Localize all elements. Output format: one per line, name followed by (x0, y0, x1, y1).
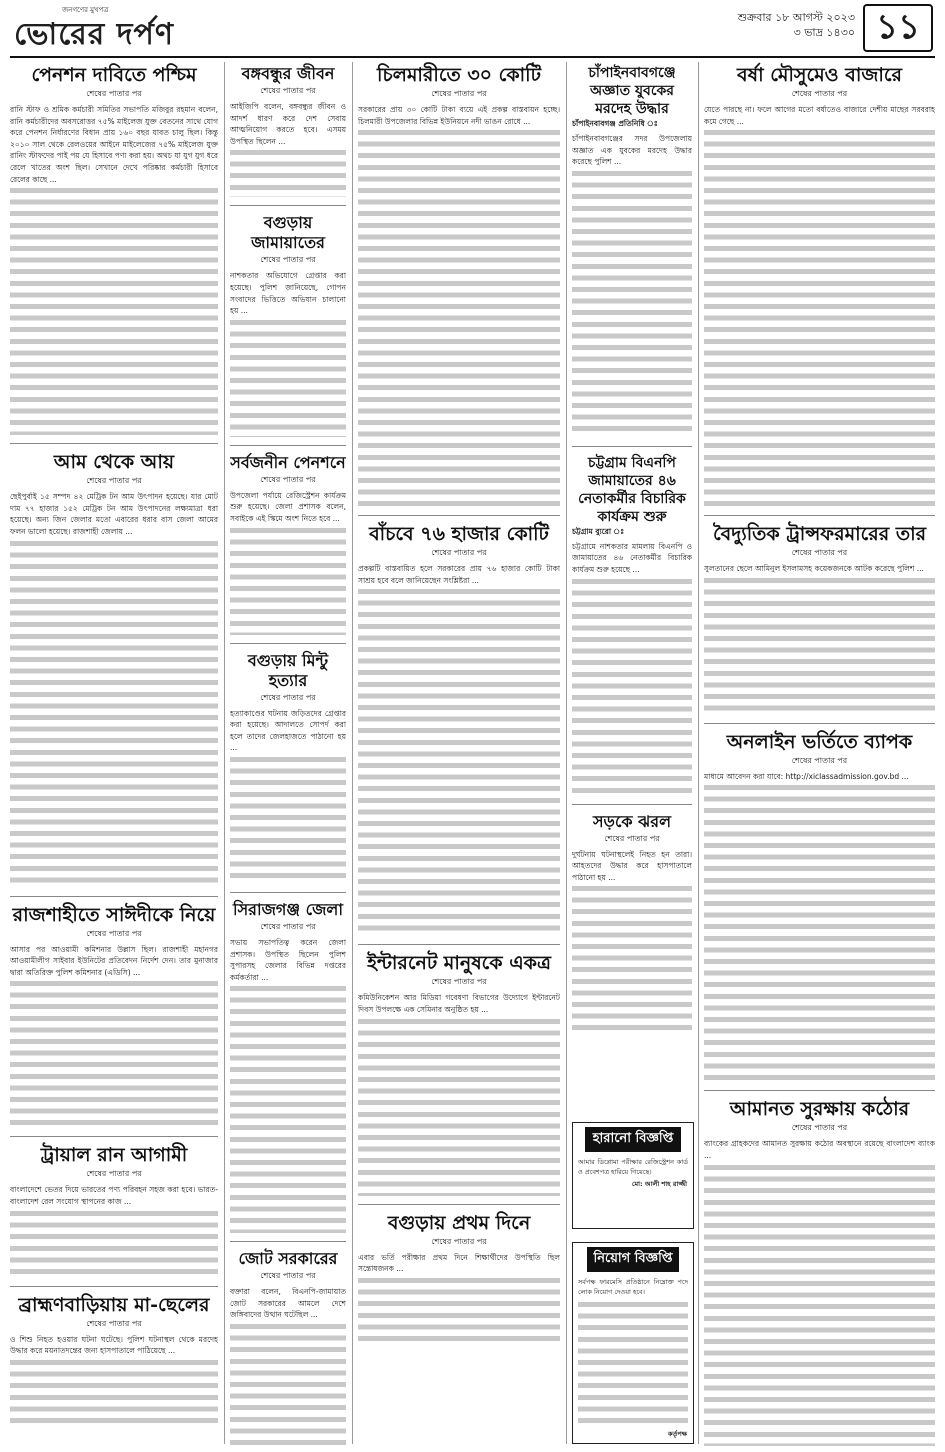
job-notice-title: নিয়োগ বিজ্ঞপ্তি (587, 1247, 679, 1272)
headline: চট্টগ্রাম বিএনপি জামায়াতের ৪৬ নেতাকর্মীর বিচারিক কার্যক্রম শুরু (578, 454, 686, 525)
story-chapai (572, 62, 692, 438)
story-lead: উপজেলা পর্যায়ে রেজিস্ট্রেশন কার্যক্রম শুরু হয়েছে। জেলা প্রশাসক বলেন, সবাইকে এই স্কিমে অংশ নিতে হবে ... (230, 490, 346, 523)
story-body-text (572, 576, 692, 796)
continued-label: শেষের পাতার পর (260, 255, 316, 265)
story-sirajganj (230, 898, 346, 1233)
continued-label: শেষের পাতার পর (431, 89, 487, 98)
story-lead: নাশকতার অভিযোগে গ্রেপ্তার করা হয়েছে। পুলিশ জানিয়েছে, গোপন সংবাদের ভিত্তিতে অভিযান চালানো হয় ... (230, 271, 346, 316)
headline: বর্ষা মৌসুমেও বাজারে (737, 64, 902, 86)
tagline: জনগণের মুখপত্র (62, 6, 109, 14)
continued-label: শেষের পাতার পর (260, 692, 316, 702)
story-bongobondhu (230, 62, 346, 197)
headline: চাঁপাইনবাবগঞ্জে অজ্ঞাত যুবকের মরদেহ উদ্ধার (588, 65, 676, 117)
divider (10, 443, 218, 444)
divider (572, 446, 692, 447)
column-divider (352, 62, 353, 1444)
story-lead: আসার পর আওয়ামী কমিশনার উল্লাস ছিল। রাজশাহী মহানগর আওয়ামীলীগ সাইবার ইউনিটের প্রতিবেদন নির্দেশ দেন। তার মুনাজার দ্বারা অতিরিক্ত পুলিশ কমিশনার (এডিসি) ... (10, 944, 218, 977)
story-body-text (10, 978, 218, 1128)
story-body-text (10, 185, 218, 435)
headline: পেনশন দাবিতে পশ্চিম (31, 64, 197, 86)
headline: জোট সরকারের (238, 1249, 338, 1269)
story-body-text (230, 754, 346, 884)
story-chilmari (358, 62, 560, 507)
divider (10, 1136, 218, 1137)
continued-label: শেষের পাতার পর (791, 755, 848, 765)
story-body-text (10, 538, 218, 888)
headline: ইন্টারনেট মানুষকে একত্র (367, 952, 551, 975)
story-body-text (230, 983, 346, 1233)
story-body-text (230, 525, 346, 635)
divider (704, 1090, 935, 1091)
story-lead: মাধ্যমে আবেদন করা যাবে: http://xiclassadmission.gov.bd ... (704, 771, 909, 781)
story-bogura-first (358, 1210, 560, 1345)
headline: বাঁচবে ৭৬ হাজার কোটি (369, 523, 549, 546)
divider (230, 205, 346, 206)
divider (230, 445, 346, 446)
date-bangla: ৩ ভাদ্র ১৪৩০ (793, 26, 855, 39)
story-brahmanbaria (10, 1292, 218, 1427)
byline: চট্টগ্রাম ব্যুরো ঃ (572, 526, 625, 536)
story-lead: দুর্ঘটনায় ঘটনাস্থলেই নিহত হন তারা। আহতদের উদ্ধার করে হাসপাতালে পাঠানো হয় ... (572, 849, 692, 882)
continued-label: শেষের পাতার পর (86, 1169, 142, 1179)
story-mintu (230, 649, 346, 884)
story-lead: সভায় সভাপতিত্ব করেন জেলা প্রশাসক। উপস্থিত ছিলেন পুলিশ সুপারসহ জেলার বিভিন্ন দপ্তরের কর্মকর্তারা ... (230, 937, 346, 982)
headline: সর্বজনীন পেনশনে (230, 452, 346, 472)
story-lead: চট্টগ্রামে নাশকতার মামলায় বিএনপি ও জামায়াতের ৪৬ নেতাকর্মীর বিচারিক কার্যক্রম শুরু হয়েছে ... (572, 541, 692, 574)
story-body-text (704, 575, 935, 715)
headline: অনলাইন ভর্তিতে ব্যাপক (726, 730, 913, 753)
headline: সড়কে ঝরল (592, 811, 672, 831)
story-online (704, 729, 935, 1083)
headline: আমানত সুরক্ষায় কঠোর (729, 1098, 910, 1121)
lost-notice-signature: মো: আলী শাহ রাজ্জী (631, 1180, 687, 1188)
divider (230, 892, 346, 893)
divider (358, 944, 560, 945)
story-bogura-jamaat (230, 211, 346, 436)
story-lead: ব্যাংকের গ্রাহকদের আমানত সুরক্ষায় কঠোর অবস্থানে রয়েছে বাংলাদেশ ব্যাংক ... (704, 1139, 935, 1160)
divider (10, 1286, 218, 1287)
story-trial (10, 1142, 218, 1277)
headline: ট্রায়াল রান আগামী (40, 1144, 188, 1167)
story-lead: যেতে পারছে না। ফলে আগের মতো বর্ষাতেও বাজারে দেশীয় মাছের সরবরাহ কমে গেছে ... (704, 105, 935, 126)
story-body-text (10, 1357, 218, 1427)
headline: আম থেকে আয় (53, 451, 175, 474)
continued-label: শেষের পাতার পর (431, 977, 487, 987)
story-body-text (358, 586, 560, 936)
story-transformer (704, 521, 935, 715)
story-lead: প্রকল্পটি বাস্তবায়িত হলে সরকারের প্রায় ৭৬ হাজার কোটি টাকা সাশ্রয় হবে বলে জানিয়েছেন সংশ্লিষ্টরা ... (358, 564, 560, 585)
column-3 (358, 62, 560, 1446)
column-2 (230, 62, 346, 1446)
story-ctg (572, 452, 692, 796)
divider (704, 723, 935, 724)
story-body-text (230, 317, 346, 437)
continued-label: শেষের পাতার পর (86, 476, 142, 486)
column-1 (10, 62, 218, 1446)
story-body-text (704, 127, 935, 507)
story-lead: রানি স্টাফ ও শ্রমিক কর্মচারী সমিতির সভাপতি মজিবুর রহমান বলেন, রানি কর্মচারীদের অবসরোত্তর ৭৫% মাইলেজ যুক্ত বেতনের সাথে যোগ করে পেনশন নির্ধারণের বিধান প্রায় ১৬০ বছর যাবত চালু ছিল। কিন্তু ২০১০ সাল থেকে রেলওয়ের আইনে মাইলেজের ৭৫% মাইলেজ যুক্ত রানিং স্টাফদের পাই পয় যে হিসাবে পণ্য করা হয়। অথচ যা যুগ যুগ ধরে রেলে খাতের অংশ ছিল। সেখানে দেখে পরিষ্কার কর্মচারী হিসাবে রেলের কাছে ... (10, 105, 218, 184)
lost-notice-ad (572, 1122, 694, 1229)
job-notice-ad (572, 1242, 694, 1444)
story-internet (358, 950, 560, 1195)
divider (572, 804, 692, 805)
continued-label: শেষের পাতার পর (791, 548, 848, 558)
story-body-text (230, 1321, 346, 1446)
job-notice-signature: কর্তৃপক্ষ (667, 1430, 687, 1438)
story-rajshahi (10, 902, 218, 1129)
headline: বগুড়ায় জামায়াতের (251, 213, 325, 253)
story-body-text (230, 147, 346, 197)
story-body-text (572, 168, 692, 438)
story-pension (10, 62, 218, 435)
continued-label: শেষের পাতার পর (791, 89, 848, 98)
story-jot (230, 1247, 346, 1446)
story-body-text (358, 127, 560, 507)
continued-label: শেষের পাতার পর (86, 89, 142, 98)
story-lead: এবার ভর্তি পরীক্ষার প্রথম দিনে শিক্ষার্থীদের উপস্থিতি ছিল সন্তোষজনক ... (358, 1252, 560, 1274)
story-lead: চাঁপাইনবাবগঞ্জের সদর উপজেলায় অজ্ঞাত এক যুবকের মরদেহ উদ্ধার করেছে পুলিশ ... (572, 134, 692, 167)
column-divider (566, 62, 567, 1444)
story-body-text (10, 1208, 218, 1278)
continued-label: শেষের পাতার পর (260, 86, 316, 95)
story-body-text (358, 1016, 560, 1196)
story-body-text (572, 883, 692, 1033)
headline: বগুড়ায় মিন্টু হত্যার (247, 650, 329, 690)
story-sorbojonin (230, 451, 346, 635)
job-notice-text: সর্বপক্ষ ফারমেসি প্রতিষ্ঠানে নিম্নোক্ত পদে লোক নিয়োগ দেওয়া হবে। (578, 1278, 688, 1296)
byline: চাঁপাইনবাবগঞ্জ প্রতিনিধি ঃ (572, 119, 658, 128)
column-4 (572, 62, 692, 1112)
continued-label: শেষের পাতার পর (260, 1271, 316, 1281)
masthead-rule (10, 56, 935, 58)
story-lead: বক্তারা বলেন, বিএনপি-জামায়াত জোট সরকারের আমলে দেশে জঙ্গিবাদের উত্থান ঘটেছিল ... (230, 1287, 346, 1320)
divider (10, 896, 218, 897)
story-aam (10, 449, 218, 887)
headline: বঙ্গবন্ধুর জীবন (241, 64, 335, 83)
story-lead: কমিউনিকেশন আর মিডিয়া গবেষণা বিভাগের উদ্যোগে ইন্টারনেট দিবস উপলক্ষে এক সেমিনার অনুষ্ঠিত হয় ... (358, 993, 560, 1014)
continued-label: শেষের পাতার পর (86, 1318, 142, 1328)
lost-notice-text: আমার ডিপ্লোমা পরীক্ষার রেজিস্ট্রেশন কার্ড ও প্রবেশপত্র হারিয়ে গিয়েছে। (578, 1158, 688, 1176)
divider (358, 1204, 560, 1205)
story-lead: ও শিশু নিহত হওয়ার ঘটনা ঘটেছে। পুলিশ ঘটনাস্থল থেকে মরদেহ উদ্ধার করে ময়নাতদন্তের জন্য হাসপাতালে পাঠিয়েছে ... (10, 1334, 218, 1356)
headline: বৈদ্যুতিক ট্রান্সফরমারের তার (712, 523, 927, 546)
story-body-text (704, 782, 935, 1082)
story-borsha (704, 62, 935, 507)
headline: বগুড়ায় প্রথম দিনে (387, 1211, 531, 1234)
continued-label: শেষের পাতার পর (431, 548, 487, 558)
story-lead: ছেইপুর্বাই ১৫ সম্পদ ৪২ মেট্রিক টন আম উৎপাদন হয়েছে। যার মোট দাম ৭৭ হাজার ১৫২ মেট্রিক টন আম উৎপাদনের লক্ষ্যমাত্রা ধরা হয়েছে। অন্য জিন জেলার মতো এবারের ধরার বাস জেলা আমের ফলন ভালো হয়েছে। রাজশাহী জেলায় ... (10, 492, 218, 536)
divider (358, 515, 560, 516)
masthead (0, 0, 945, 58)
page-number: ১১ (863, 4, 933, 52)
divider (230, 1241, 346, 1242)
story-body-text (704, 1162, 935, 1446)
date-block (738, 10, 855, 40)
story-lead: বাংলাদেশে ভেতর দিয়ে ভারতের পণ্য পরিবহন সহজ করা হবে। ভারত-বাংলাদেশ রেল সংযোগ স্থাপনের কাজ ... (10, 1185, 218, 1206)
headline: ব্রাহ্মণবাড়িয়ায় মা-ছেলের (18, 1293, 210, 1316)
story-lead: সুলতানের ছেলে আমিনুল ইসলামসহ কয়েকজনকে আটক করেছে পুলিশ ... (704, 564, 924, 574)
continued-label: শেষের পাতার পর (791, 1123, 848, 1133)
story-lead: হত্যাকাণ্ডের ঘটনায় জড়িতদের গ্রেপ্তার করা হয়েছে। আদালতে সোপর্দ করা হলে তাদের জেলহাজতে পাঠানো হয় ... (230, 708, 346, 753)
column-divider (698, 62, 699, 1444)
story-sorok (572, 810, 692, 1034)
continued-label: শেষের পাতার পর (260, 474, 316, 484)
newspaper-logo: ভোরের দর্পণ (14, 17, 174, 52)
headline: রাজশাহীতে সাঈদীকে নিয়ে (12, 903, 216, 926)
continued-label: শেষের পাতার পর (86, 928, 142, 938)
story-lead: আইজিপি বলেন, বঙ্গবন্ধুর জীবন ও আদর্শ ধারণ করে দেশ সেবায় আত্মনিয়োগ করতে হবে। এসময় উপস্থিত ছিলেন ... (230, 102, 346, 146)
continued-label: শেষের পাতার পর (604, 833, 660, 843)
column-5 (704, 62, 935, 1446)
column-divider (224, 62, 225, 1444)
job-notice-body (578, 1299, 688, 1429)
story-amanat (704, 1096, 935, 1446)
headline: সিরাজগঞ্জ জেলা (233, 899, 343, 919)
divider (704, 515, 935, 516)
story-lead: সরকারের প্রায় ৩০ কোটি টাকা ব্যয়ে এই প্রকল্প বাস্তবায়ন হচ্ছে। চিলমারী উপজেলার বিভিন্ন ইউনিয়নে নদী ভাঙন রোধে ... (358, 105, 560, 126)
continued-label: শেষের পাতার পর (260, 921, 316, 931)
headline: চিলমারীতে ৩০ কোটি (377, 64, 541, 86)
story-bachbe (358, 521, 560, 936)
lost-notice-title: হারানো বিজ্ঞপ্তি (585, 1127, 681, 1152)
divider (230, 643, 346, 644)
story-body-text (358, 1275, 560, 1345)
continued-label: শেষের পাতার পর (431, 1236, 487, 1246)
date-gregorian: শুক্রবার ১৮ আগস্ট ২০২৩ (737, 11, 855, 24)
